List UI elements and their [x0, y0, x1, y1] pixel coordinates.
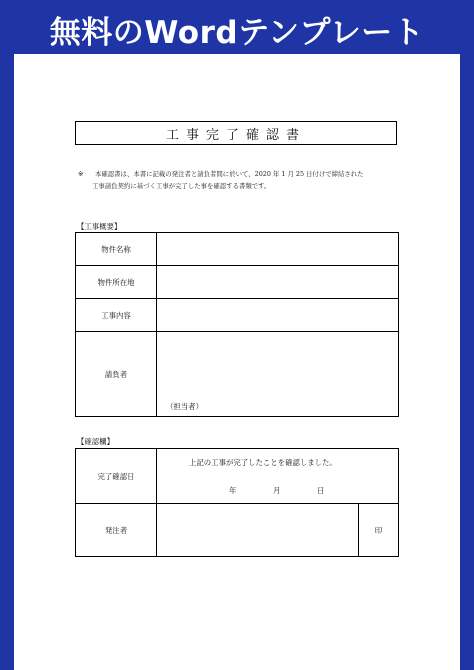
person-in-charge-label: （担当者）	[166, 402, 203, 411]
document-note	[78, 168, 408, 192]
property-name-field[interactable]	[157, 233, 399, 266]
document-page	[14, 54, 460, 670]
completion-statement: 上記の工事が完了したことを確認しました。	[189, 458, 337, 467]
completion-date-label: 完了確認日	[76, 449, 157, 504]
overview-section-label: 【工事概要】	[77, 222, 122, 231]
work-content-label: 工事内容	[76, 299, 157, 332]
contractor-label: 請負者	[76, 332, 157, 417]
table-row	[76, 266, 399, 299]
confirmation-section-label: 【確認欄】	[77, 437, 114, 446]
seal-label: 印	[359, 504, 399, 557]
note-mark: ※	[78, 170, 84, 178]
confirmation-table	[75, 448, 399, 557]
property-location-label: 物件所在地	[76, 266, 157, 299]
orderer-field[interactable]	[157, 504, 359, 557]
note-line-1: 本確認書は、本書に記載の発注者と請負者間に於いて、2020 年 1 月 25 日付けで締結された	[95, 170, 364, 178]
year-label: 年	[229, 486, 237, 495]
note-line-2: 工事請負契約に基づく工事が完了した事を確認する書類です。	[92, 182, 271, 190]
month-label: 月	[273, 486, 281, 495]
table-row	[76, 504, 399, 557]
template-banner-title: 無料のWordテンプレート	[49, 14, 425, 51]
work-content-field[interactable]	[157, 299, 399, 332]
table-row	[76, 332, 399, 417]
document-title: 工事完了確認書	[75, 121, 397, 145]
orderer-label: 発注者	[76, 504, 157, 557]
table-row	[76, 233, 399, 266]
completion-date-field[interactable]	[157, 449, 399, 504]
overview-table	[75, 232, 399, 417]
property-name-label: 物件名称	[76, 233, 157, 266]
contractor-field[interactable]	[157, 332, 399, 417]
property-location-field[interactable]	[157, 266, 399, 299]
day-label: 日	[317, 486, 325, 495]
table-row	[76, 299, 399, 332]
table-row	[76, 449, 399, 504]
